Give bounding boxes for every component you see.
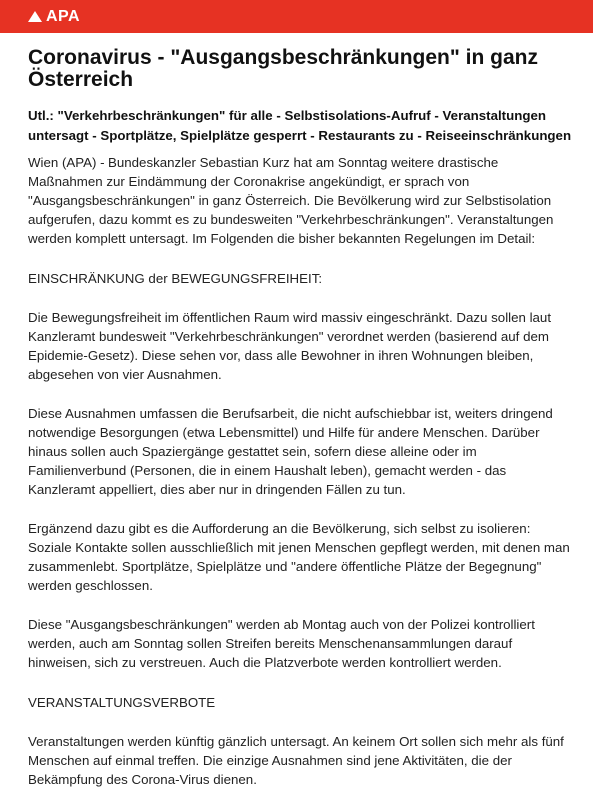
article-content — [0, 33, 593, 789]
dateline: Wien (APA) - — [28, 155, 105, 170]
section-heading-veranstaltungsverbote: VERANSTALTUNGSVERBOTE — [28, 695, 216, 710]
logo-triangle-icon — [28, 11, 42, 22]
lead-paragraph — [28, 153, 576, 248]
paragraph-1: Die Bewegungsfreiheit im öffentlichen Raum wird massiv eingeschränkt. Dazu sollen laut Kanzleramt bundesweit "Verkehrbeschränkungen" verordnet werden (basierend auf dem Epidemie-Gesetz). Diese sehen vor, dass alle Bewohner in ihren Wohnungen bleiben, abgesehen von vier Ausnahmen. — [28, 310, 552, 382]
paragraph-5: Veranstaltungen werden künftig gänzlich untersagt. An keinem Ort sollen sich mehr als fünf Menschen auf einmal treffen. Die einzige Ausnahmen sind jene Aktivitäten, die der Bekämpfung des Corona-Virus dienen. — [28, 734, 564, 787]
article-subtitle: Utl.: "Verkehrbeschränkungen" für alle - Selbstisolations-Aufruf - Veranstaltungen untersagt - Sportplätze, Spielplätze gesperrt - Restaurants zu - Reiseeinschränkungen — [28, 108, 572, 143]
header-bar — [0, 0, 593, 33]
logo-text: APA — [46, 7, 81, 25]
lead-text: Bundeskanzler Sebastian Kurz hat am Sonntag weitere drastische Maßnahmen zur Eindämmung der Coronakrise angekündigt, er sprach von "Ausgangsbeschränkungen" in ganz Österreich. Die Bevölkerung wird zur Selbstisolation aufgerufen, dazu kommt es zu bundesweiten "Verkehrbeschränkungen". Veranstaltungen werden komplett untersagt. Im Folgenden die bisher bekannten Regelungen im Detail: — [28, 155, 554, 246]
paragraph-3: Ergänzend dazu gibt es die Aufforderung an die Bevölkerung, sich selbst zu isolieren: Soziale Kontakte sollen ausschließlich mit jenen Menschen gepflegt werden, mit denen man zusammenlebt. Sportplätze, Spielplätze und "andere öffentliche Plätze der Begegnung" werden geschlossen. — [28, 521, 570, 593]
paragraph-4: Diese "Ausgangsbeschränkungen" werden ab Montag auch von der Polizei kontrolliert werden, auch am Sonntag sollen Streifen bereits Menschenansammlungen darauf hinweisen, sich zu verstreuen. Auch die Platzverbote werden kontrolliert werden. — [28, 617, 535, 670]
paragraph-2: Diese Ausnahmen umfassen die Berufsarbeit, die nicht aufschiebbar ist, weiters dringend notwendige Besorgungen (etwa Lebensmittel) und Hilfe für andere Menschen. Darüber hinaus sollen auch Spaziergänge gestattet sein, sofern diese alleine oder im Familienverbund (Personen, die in einem Haushalt leben), gemacht werden - das Kanzleramt appelliert, dies aber nur in dringenden Fällen zu tun. — [28, 406, 553, 497]
article-title: Coronavirus - "Ausgangsbeschränkungen" in ganz Österreich — [28, 46, 538, 91]
apa-logo[interactable] — [28, 8, 80, 26]
section-heading-bewegungsfreiheit: EINSCHRÄNKUNG der BEWEGUNGSFREIHEIT: — [28, 271, 323, 286]
